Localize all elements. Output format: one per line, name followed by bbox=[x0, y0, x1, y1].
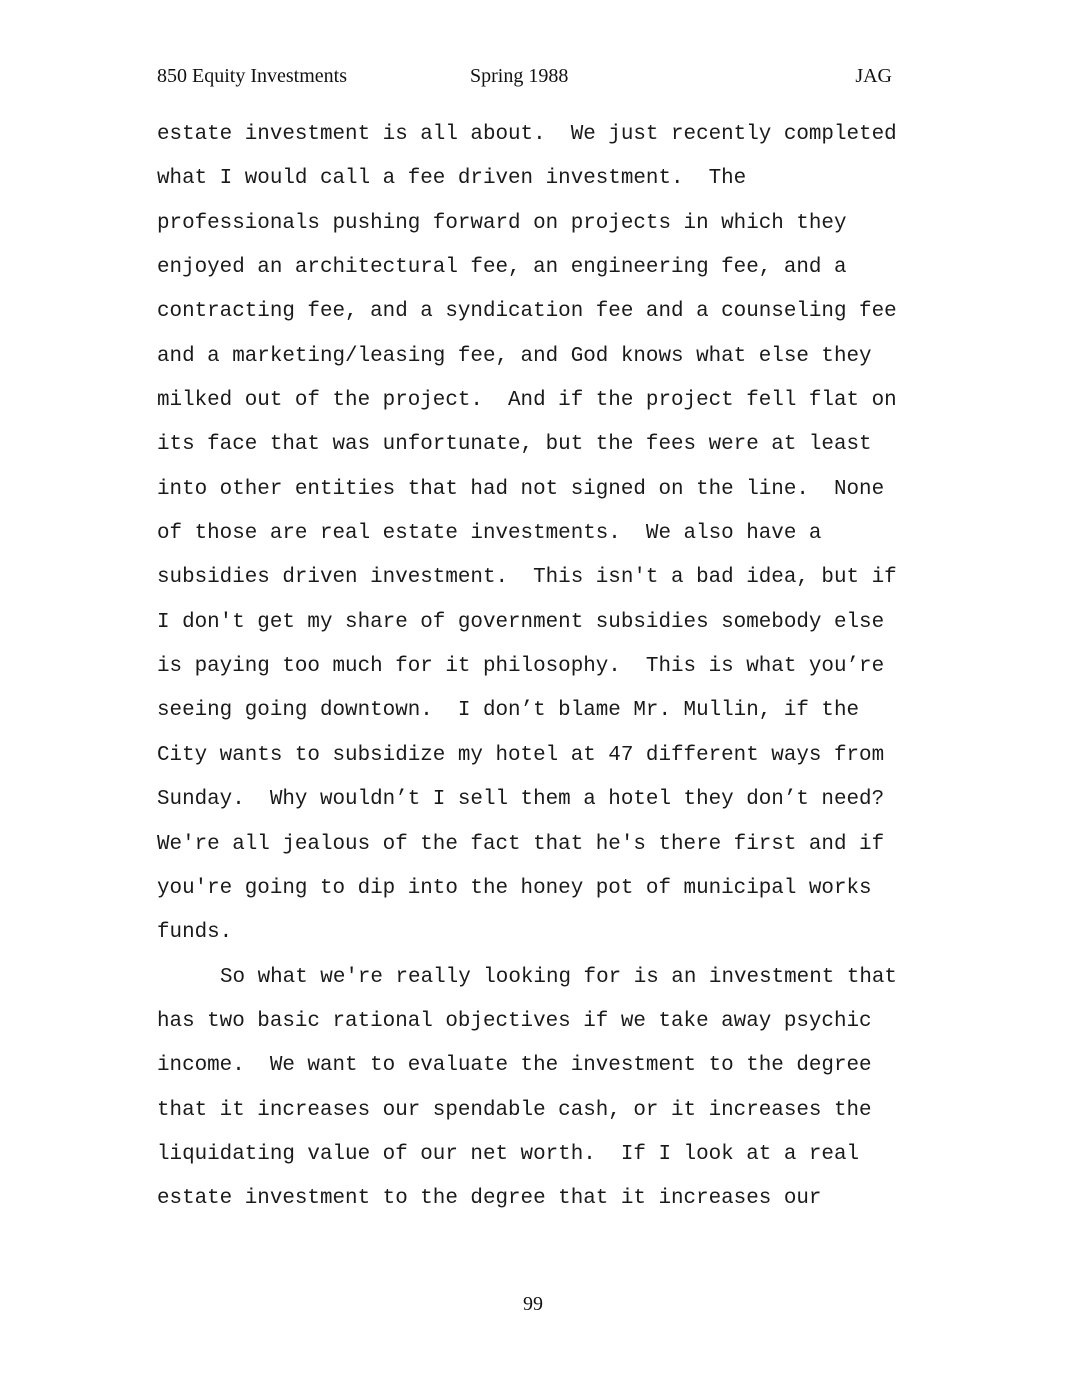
text-line: estate investment to the degree that it increases our bbox=[157, 1187, 822, 1211]
text-line: what I would call a fee driven investment. The bbox=[157, 167, 747, 191]
page-number: 99 bbox=[523, 1293, 543, 1315]
text-line: into other entities that had not signed on the line. None bbox=[157, 477, 885, 501]
text-line: seeing going downtown. I don’t blame Mr. Mullin, if the bbox=[157, 699, 860, 723]
text-line: liquidating value of our net worth. If I look at a real bbox=[157, 1142, 860, 1166]
text-line: I don't get my share of government subsidies somebody else bbox=[157, 610, 885, 634]
text-line: enjoyed an architectural fee, an engineering fee, and a bbox=[157, 256, 847, 280]
header-course-title: 850 Equity Investments bbox=[157, 65, 347, 87]
text-line: has two basic rational objectives if we take away psychic bbox=[157, 1009, 872, 1033]
header-initials: JAG bbox=[855, 65, 892, 87]
text-line: of those are real estate investments. We also have a bbox=[157, 522, 822, 546]
paragraph-first-line: So what we're really looking for is an investment that bbox=[220, 965, 897, 989]
text-line: is paying too much for it philosophy. This is what you’re bbox=[157, 655, 885, 679]
text-line: funds. bbox=[157, 921, 233, 945]
text-line: Sunday. Why wouldn’t I sell them a hotel they don’t need? bbox=[157, 788, 885, 812]
text-line: estate investment is all about. We just recently completed bbox=[157, 123, 897, 146]
text-line: contracting fee, and a syndication fee and a counseling fee bbox=[157, 300, 897, 324]
text-line: subsidies driven investment. This isn't a bad idea, but if bbox=[157, 566, 897, 590]
text-line: professionals pushing forward on projects in which they bbox=[157, 211, 847, 235]
text-line: that it increases our spendable cash, or it increases the bbox=[157, 1098, 872, 1122]
text-line: income. We want to evaluate the investment to the degree bbox=[157, 1054, 872, 1078]
transcript-body bbox=[157, 113, 917, 1222]
text-line: and a marketing/leasing fee, and God knows what else they bbox=[157, 344, 872, 368]
running-header bbox=[157, 62, 892, 90]
text-line: City wants to subsidize my hotel at 47 different ways from bbox=[157, 743, 885, 767]
header-term: Spring 1988 bbox=[470, 65, 569, 87]
text-line: We're all jealous of the fact that he's there first and if bbox=[157, 832, 885, 856]
text-line: you're going to dip into the honey pot of municipal works bbox=[157, 876, 872, 900]
text-line: milked out of the project. And if the project fell flat on bbox=[157, 389, 897, 413]
text-line: its face that was unfortunate, but the fees were at least bbox=[157, 433, 872, 457]
